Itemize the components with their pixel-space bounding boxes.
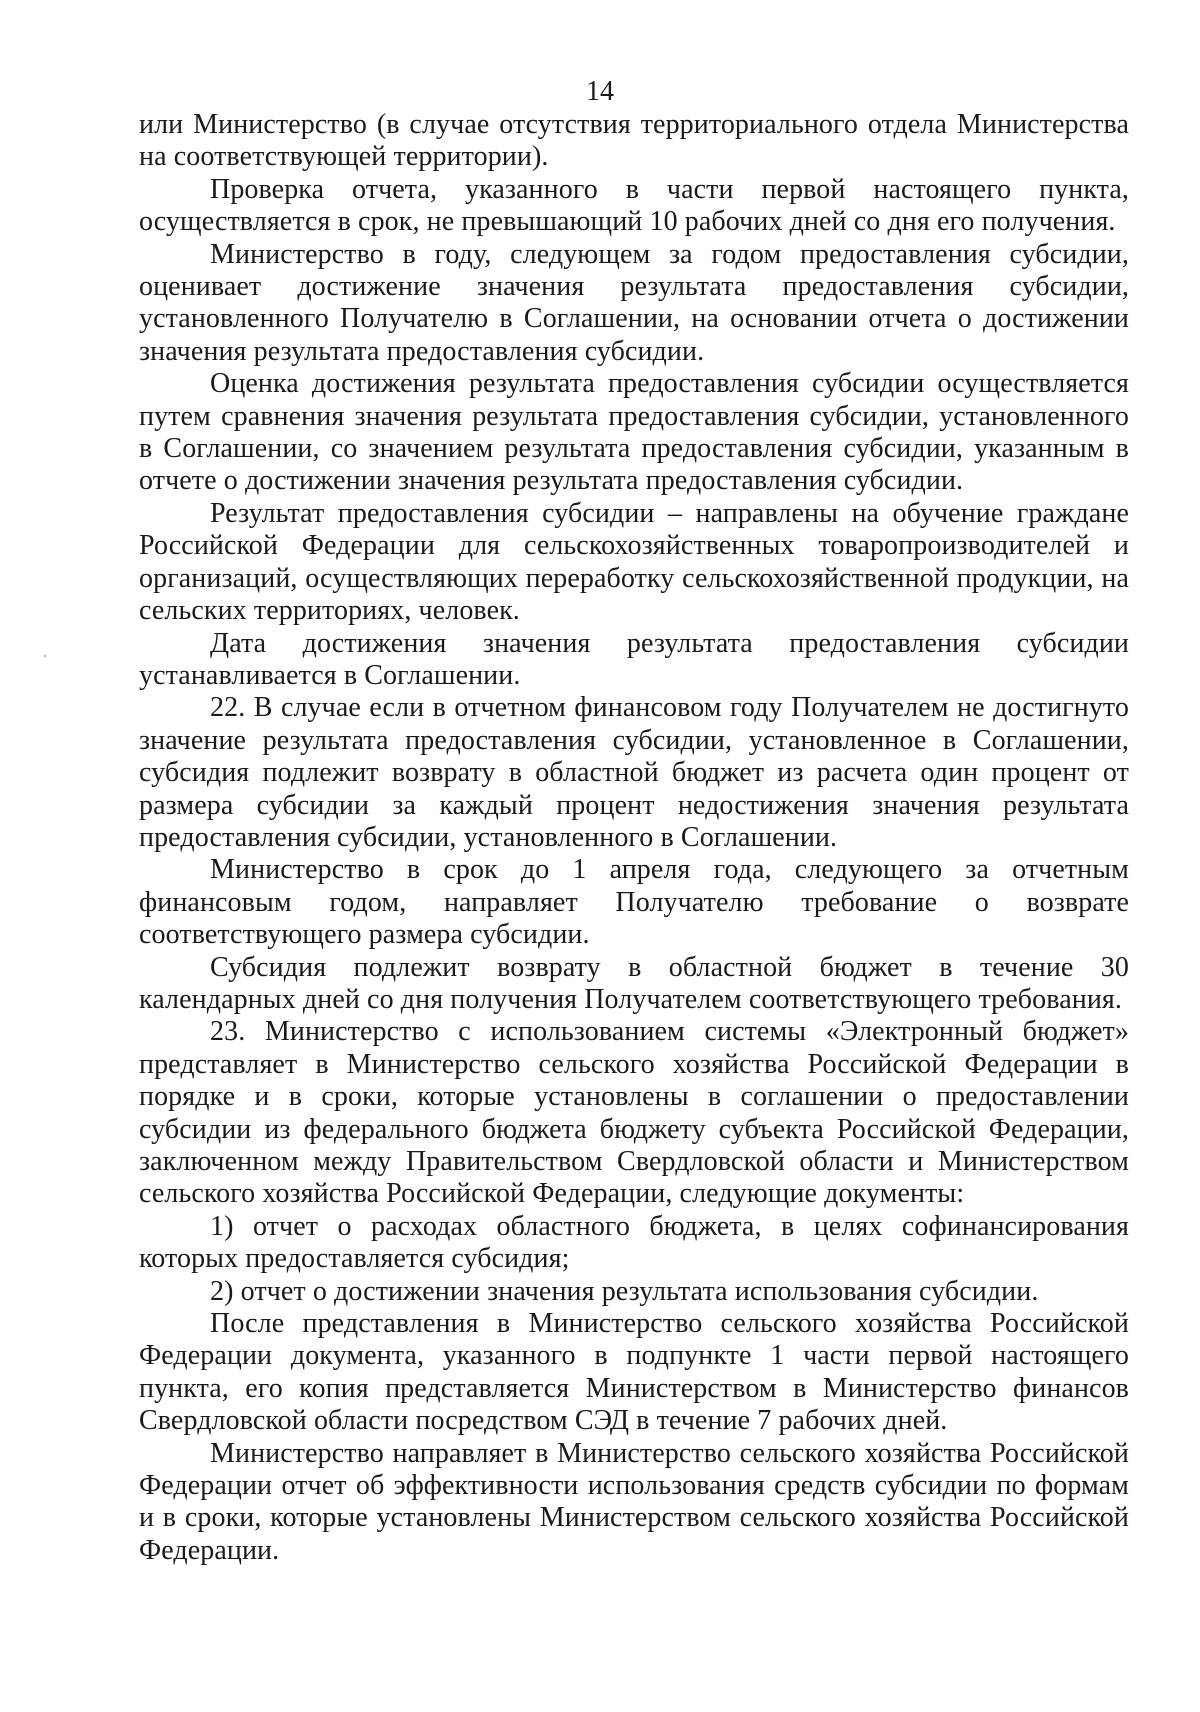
paragraph-clause-22: 22. В случае если в отчетном финансовом году Получателем не достигнуто значение результата предоставления субсидии, установленное в Соглашении, субсидия подлежит возврату в областной бюджет из расчета один процент от размера субсидии за каждый процент недостижения значения результата предоставления субсидии, установленного в Соглашении. xyxy=(139,692,1129,853)
paragraph-efficiency-report: Министерство направляет в Министерство сельского хозяйства Российской Федерации отчет об эффективности использования средств субсидии по формам и в сроки, которые установлены Министерством сельского хозяйства Российской Федерации. xyxy=(139,1437,1129,1566)
paragraph-continuation: или Министерство (в случае отсутствия территориального отдела Министерства на соответствующей территории). xyxy=(139,109,1129,173)
scan-margin-speck xyxy=(44,655,46,657)
paragraph-ministry-evaluation: Министерство в году, следующем за годом предоставления субсидии, оценивает достижение значения результата предоставления субсидии, установленного Получателю в Соглашении, на основании отчета о достижении значения результата предоставления субсидии. xyxy=(139,238,1129,367)
paragraph-assessment-method: Оценка достижения результата предоставления субсидии осуществляется путем сравнения значения результата предоставления субсидии, установленного в Соглашении, со значением результата предоставления субсидии, указанным в отчете о достижении значения результата предоставления субсидии. xyxy=(139,368,1129,497)
page-number: 14 xyxy=(586,76,614,107)
paragraph-return-deadline: Субсидия подлежит возврату в областной бюджет в течение 30 календарных дней со дня получения Получателем соответствующего требования. xyxy=(139,951,1129,1015)
paragraph-copy-submission: После представления в Министерство сельского хозяйства Российской Федерации документа, указанного в подпункте 1 части первой настоящего пункта, его копия представляется Министерством в Министерство финансов Свердловской области посредством СЭД в течение 7 рабочих дней. xyxy=(139,1308,1129,1437)
paragraph-report-check: Проверка отчета, указанного в части первой настоящего пункта, осуществляется в срок, не превышающий 10 рабочих дней со дня его получения. xyxy=(139,173,1129,238)
document-body xyxy=(139,109,1129,1567)
paragraph-return-demand: Министерство в срок до 1 апреля года, следующего за отчетным финансовым годом, направляет Получателю требование о возврате соответствующего размера субсидии. xyxy=(139,854,1129,951)
paragraph-achievement-date: Дата достижения значения результата предоставления субсидии устанавливается в Соглашении. xyxy=(139,627,1129,691)
paragraph-list-item-2: 2) отчет о достижении значения результата использования субсидии. xyxy=(210,1275,1039,1307)
paragraph-list-item-1: 1) отчет о расходах областного бюджета, в целях софинансирования которых предоставляется субсидия; xyxy=(139,1210,1129,1275)
paragraph-clause-23: 23. Министерство с использованием системы «Электронный бюджет» представляет в Министерство сельского хозяйства Российской Федерации в порядке и в сроки, которые установлены в соглашении о предоставлении субсидии из федерального бюджета бюджету субъекта Российской Федерации, заключенном между Правительством Свердловской области и Министерством сельского хозяйства Российской Федерации, следующие документы: xyxy=(139,1016,1129,1210)
paragraph-subsidy-result: Результат предоставления субсидии – направлены на обучение граждане Российской Федерации для сельскохозяйственных товаропроизводителей и организаций, осуществляющих переработку сельскохозяйственной продукции, на сельских территориях, человек. xyxy=(139,497,1129,627)
